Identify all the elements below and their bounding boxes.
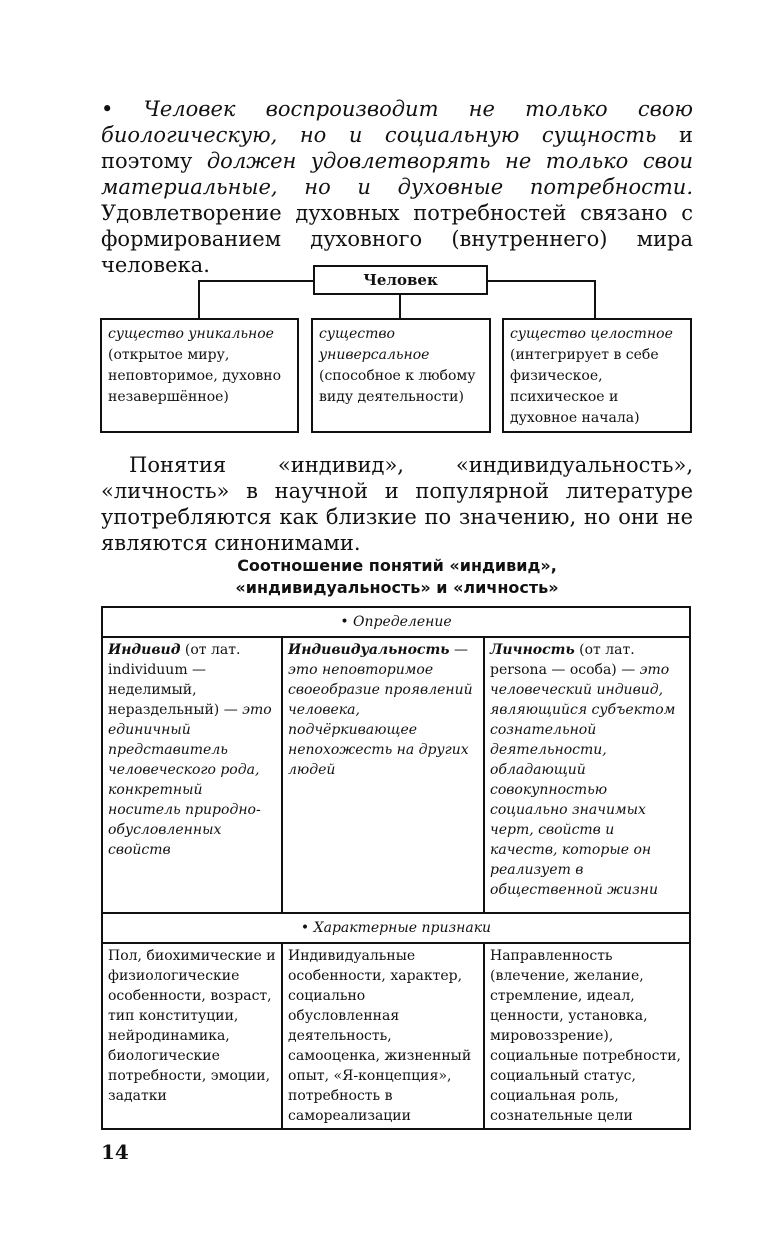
scheme-box-term: существо универсальное xyxy=(319,326,430,363)
def-plain: — xyxy=(449,642,468,658)
scheme-box-integral xyxy=(502,318,692,433)
para1-italic-mid: должен удовлетворять не только свои материальные, но и духовные потребности. xyxy=(101,149,693,199)
table-row-definitions xyxy=(102,637,690,913)
section-definition: • Определение xyxy=(102,607,690,637)
def-term: Индивидуальность xyxy=(288,642,450,658)
scheme-box-universal xyxy=(311,318,491,433)
table-caption xyxy=(101,555,693,599)
para1-italic-start: Человек воспроизводит не только свою биологическую, но и социальную сущность xyxy=(101,97,693,147)
traits-personality: Направленность (влечение, желание, стремление, идеал, ценности, установка, мировоззрение), социальные потребности, социальный статус, социальная роль, сознательные цели xyxy=(484,943,690,1129)
caption-line-2: «индивидуальность» и «личность» xyxy=(235,578,559,597)
para1-plain-end: Удовлетворение духовных потребностей связано с формированием духовного (внутреннего) мира человека. xyxy=(101,201,693,277)
scheme-root-box: Человек xyxy=(313,265,488,295)
def-individuality xyxy=(282,637,484,913)
concepts-table xyxy=(101,606,691,1130)
table-row-traits xyxy=(102,943,690,1129)
def-plain: (от лат. persona — особа) — xyxy=(490,642,640,678)
def-personality xyxy=(484,637,690,913)
def-plain: (от лат. individuum — неделимый, нераздельный) — xyxy=(108,642,243,718)
section-traits: • Характерные признаки xyxy=(102,913,690,943)
caption-line-1: Соотношение понятий «индивид», xyxy=(237,556,557,575)
def-italic: это неповторимое своеобразие проявлений человека, подчёркивающее непохожесть на других людей xyxy=(288,662,473,778)
page-number: 14 xyxy=(101,1140,129,1164)
def-individual xyxy=(102,637,282,913)
scheme-box-desc: (способное к любому виду деятельности) xyxy=(319,368,476,405)
traits-individuality: Индивидуальные особенности, характер, социально обусловленная деятельность, самооценка, жизненный опыт, «Я-концепция», потребность в самореализации xyxy=(282,943,484,1129)
paragraph-humans-needs xyxy=(101,96,693,278)
table-section-row xyxy=(102,607,690,637)
scheme-box-unique xyxy=(100,318,299,433)
para1-plain-1: и поэтому xyxy=(101,123,694,173)
scheme-box-term: существо уникальное xyxy=(108,326,274,342)
traits-individual: Пол, биохимические и физиологические особенности, возраст, тип конституции, нейродинамика, биологические потребности, эмоции, задатки xyxy=(102,943,282,1129)
def-term: Индивид xyxy=(108,642,181,658)
def-italic: это единичный представитель человеческого рода, конкретный носитель природно-обусловленных свойств xyxy=(108,702,272,858)
scheme-box-term: существо целостное xyxy=(510,326,673,342)
scheme-box-desc: (интегрирует в себе физическое, психическое и духовное начала) xyxy=(510,347,659,426)
def-term: Личность xyxy=(490,642,575,658)
scheme-box-desc: (открытое миру, неповторимое, духовно незавершённое) xyxy=(108,347,282,405)
table-section-row xyxy=(102,913,690,943)
bullet: • xyxy=(101,97,114,121)
paragraph-concepts: Понятия «индивид», «индивидуальность», «личность» в научной и популярной литературе употребляются как близкие по значению, но они не являются синонимами. xyxy=(101,453,693,555)
def-italic: это человеческий индивид, являющийся субъектом сознательной деятельности, обладающий совокупностью социально значимых черт, свойств и качеств, которые он реализует в общественной жизни xyxy=(490,662,676,898)
